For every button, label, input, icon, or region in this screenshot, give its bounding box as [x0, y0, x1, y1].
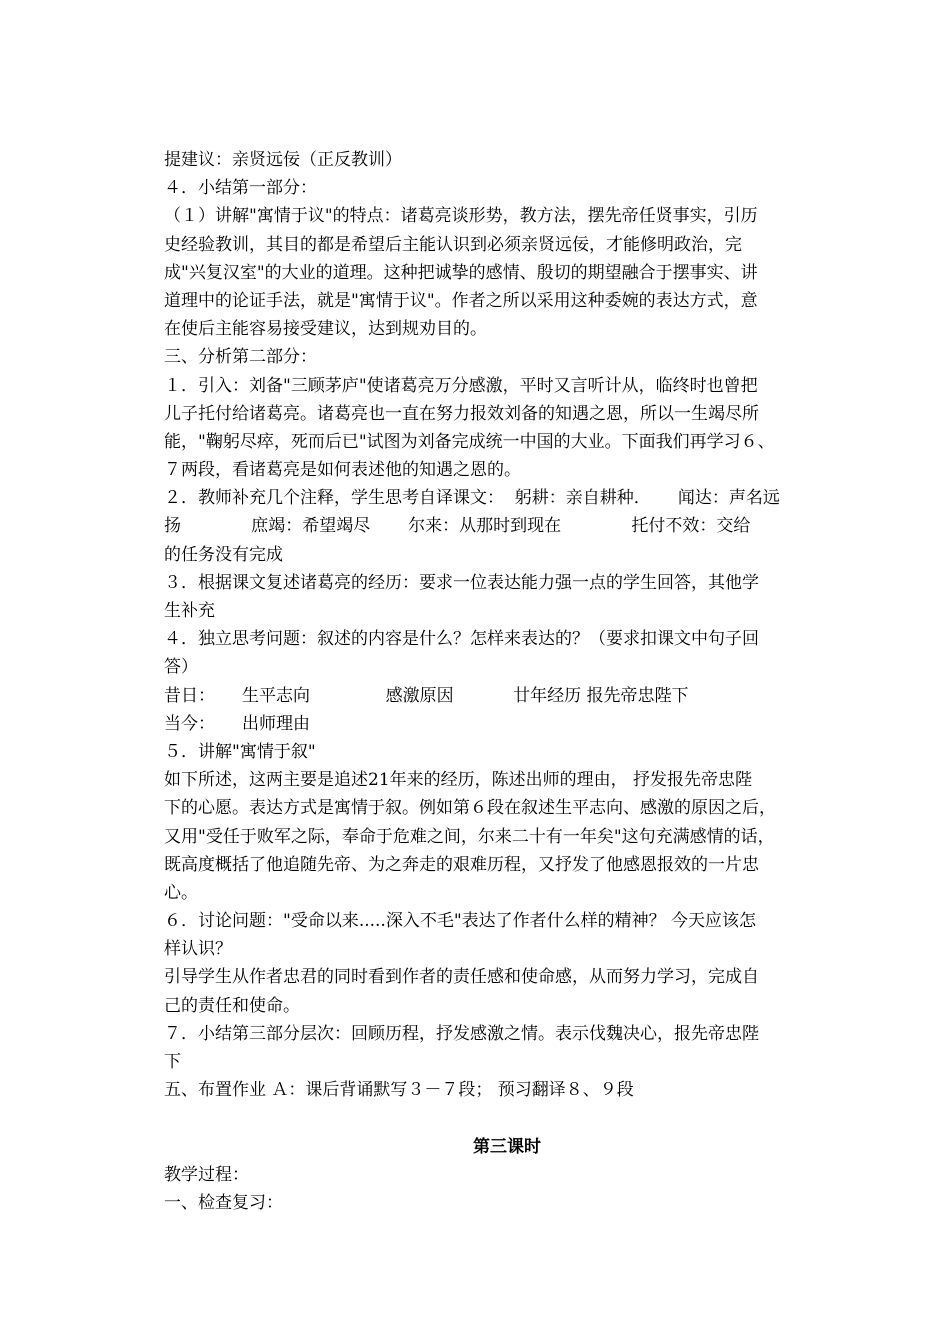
lesson-heading-text: 第三课时: [473, 1136, 541, 1157]
text-line: 能，"鞠躬尽瘁，死而后已"试图为刘备完成统一中国的大业。下面我们再学习６、: [164, 431, 775, 452]
text-line: 下: [164, 1052, 181, 1072]
text-line: ７两段，看诸葛亮是如何表述他的知遇之恩的。: [164, 460, 521, 481]
text-line: 在使后主能容易接受建议，达到规劝目的。: [164, 319, 487, 340]
text-line: 扬 庶竭：希望竭尽 尔来：从那时到现在 托付不效：交给: [164, 516, 751, 537]
text-line: 又用"受任于败军之际，奉命于危难之间，尔来二十有一年矣"这句充满感情的话，: [164, 826, 775, 847]
text-line: 下的心愿。表达方式是寓情于叙。例如第６段在叙述生平志向、感激的原因之后，: [164, 798, 776, 819]
section-heading: 五、布置作业 Ａ：课后背诵默写３－７段； 预习翻译８、９段: [164, 1080, 634, 1101]
text-line: ６．讨论问题："受命以来.....深入不毛"表达了作者什么样的精神？ 今天应该怎: [164, 911, 757, 932]
text-line: 成"兴复汉室"的大业的道理。这种把诚挚的感情、殷切的期望融合于摆事实、讲: [164, 262, 758, 283]
section-heading: 一、检查复习：: [164, 1192, 283, 1213]
lesson-heading: [0, 1133, 950, 1161]
text-line: 答）: [164, 657, 198, 678]
text-line: ５．讲解"寓情于叙": [164, 741, 316, 762]
text-line: 昔日： 生平志向 感激原因 廿年经历 报先帝忠陛下: [164, 685, 689, 706]
text-line: 提建议：亲贤远佞（正反教训）: [164, 150, 402, 170]
text-line: 当今： 出师理由: [164, 713, 311, 734]
text-line: 心。: [164, 882, 198, 903]
text-line: 生补充: [164, 601, 215, 621]
text-line: 史经验教训，其目的都是希望后主能认识到必须亲贤远佞，才能修明政治，完: [164, 234, 742, 255]
text-line: １．引入：刘备"三顾茅庐"使诸葛亮万分感激，平时又言听计从，临终时也曾把: [164, 375, 758, 396]
text-line: 道理中的论证手法，就是"寓情于议"。作者之所以采用这种委婉的表达方式，意: [164, 290, 758, 311]
document-body: [164, 146, 844, 1217]
section-heading: 三、分析第二部分：: [164, 347, 317, 368]
text-line: ４．小结第一部分：: [164, 178, 317, 199]
text-line: ２．教师补充几个注释，学生思考自译课文： 躬耕：亲自耕种． 闻达：声名远: [164, 488, 780, 509]
blank-line: [164, 1104, 844, 1132]
text-line: 既高度概括了他追随先帝、为之奔走的艰难历程，又抒发了他感恩报效的一片忠: [164, 854, 759, 875]
text-line: 的任务没有完成: [164, 544, 283, 565]
text-line: 己的责任和使命。: [164, 995, 300, 1016]
text-line: 样认识？: [164, 939, 232, 960]
text-line: 如下所述，这两主要是追述21年来的经历，陈述出师的理由， 抒发报先帝忠陛: [164, 770, 753, 791]
text-line: ４．独立思考问题：叙述的内容是什么？怎样来表达的？（要求扣课文中句子回: [164, 629, 759, 650]
text-line: ７．小结第三部分层次：回顾历程，抒发感激之情。表示伐魏决心，报先帝忠陛: [164, 1023, 759, 1044]
text-line: （１）讲解"寓情于议"的特点：诸葛亮谈形势，教方法，摆先帝任贤事实，引历: [164, 206, 758, 227]
text-line: 教学过程：: [164, 1164, 249, 1185]
text-line: 儿子托付给诸葛亮。诸葛亮也一直在努力报效刘备的知遇之恩，所以一生竭尽所: [164, 403, 759, 424]
text-line: 引导学生从作者忠君的同时看到作者的责任感和使命感，从而努力学习，完成自: [164, 967, 759, 988]
text-line: ３．根据课文复述诸葛亮的经历：要求一位表达能力强一点的学生回答，其他学: [164, 572, 759, 593]
